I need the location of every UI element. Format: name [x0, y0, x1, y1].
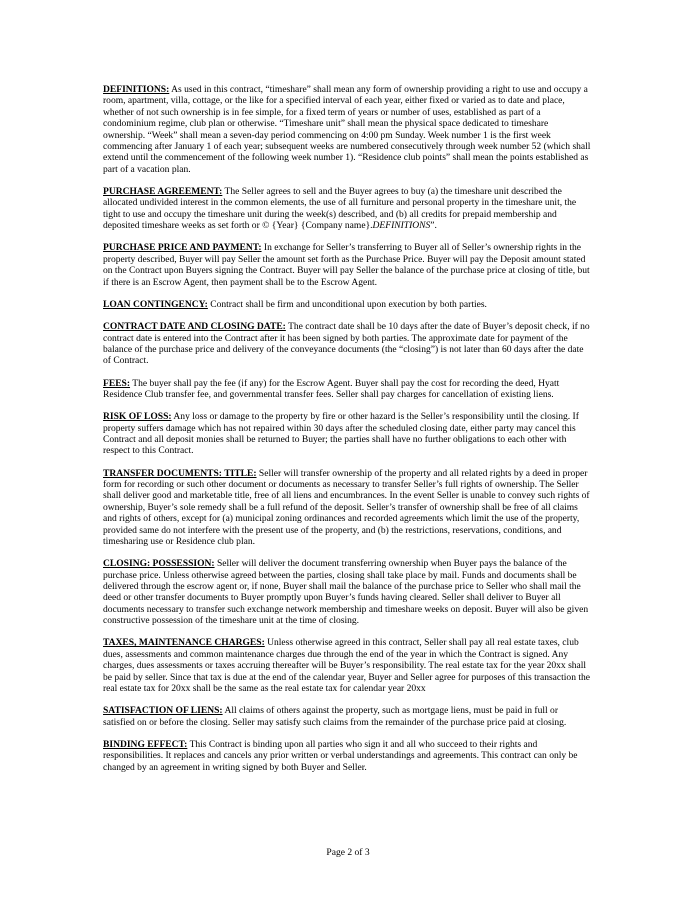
- section-heading: BINDING EFFECT:: [103, 738, 188, 750]
- contract-body: [103, 84, 591, 784]
- section-purchase-price: [103, 242, 591, 288]
- section-heading: TAXES, MAINTENANCE CHARGES:: [103, 637, 265, 649]
- section-text: This Contract is binding upon all parties who sign it and all who succeed to their rights and responsibilities. It replaces and cancels any prior written or verbal understandings and agreements. This contract can only be changed by an agreement in writing signed by both Buyer and Seller.: [103, 738, 578, 773]
- section-heading: LOAN CONTINGENCY:: [103, 298, 208, 310]
- section-heading: CONTRACT DATE AND CLOSING DATE:: [103, 321, 286, 333]
- section-text: The buyer shall pay the fee (if any) for the Escrow Agent. Buyer shall pay the cost for recording the deed, Hyatt Residence Club transfer fee, and governmental transfer fees. Seller shall pay charges for cancellation of existing liens.: [103, 377, 560, 400]
- section-text: Unless otherwise agreed in this contract, Seller shall pay all real estate taxes, club dues, assessments and common maintenance charges due through the end of the year in which the Contract is signed. Any charges, dues assessments or taxes accruing thereafter will be Buyer’s responsibility. The real estate tax for the year 20xx shall be paid by seller. Since that tax is due at the end of the calendar year, Buyer and Seller agree for purposes of this transaction the real estate tax for 20xx shall be the same as the real estate tax for calendar year 20xx: [103, 637, 591, 695]
- section-text: Contract shall be firm and unconditional upon execution by both parties.: [207, 298, 487, 310]
- section-transfer-documents: [103, 468, 591, 548]
- section-heading: PURCHASE AGREEMENT:: [103, 186, 223, 198]
- section-taxes: [103, 637, 591, 694]
- section-heading: FEES:: [103, 377, 131, 389]
- section-heading: TRANSFER DOCUMENTS: TITLE:: [103, 467, 257, 479]
- section-contract-date: [103, 321, 591, 367]
- section-text-italic: DEFINITIONS: [372, 220, 431, 232]
- section-heading: SATISFACTION OF LIENS:: [103, 705, 223, 717]
- section-text: Seller will deliver the document transferring ownership when Buyer pays the balance of the purchase price. Unless otherwise agreed between the parties, closing shall take place by mail. Funds and documents shall be delivered through the escrow agent or, if none, Buyer shall mail the balance of the purchase price to Seller who shall mail the deed or other transfer documents to Buyer promptly upon Buyer’s funds having cleared. Seller shall deliver to Buyer all documents necessary to transfer such exchange network membership and timeshare weeks on deposit. Buyer will also be given constructive possession of the timeshare unit at the time of closing.: [103, 558, 589, 627]
- section-closing-possession: [103, 558, 591, 626]
- section-text: Any loss or damage to the property by fire or other hazard is the Seller’s responsibility until the closing. If property suffers damage which has not repaired within 30 days after the scheduled closing date, either party may cancel this Contract and all deposit monies shall be returned to Buyer; the parties shall have no further obligations to each other with respect to this Contract.: [103, 411, 579, 457]
- section-binding-effect: [103, 739, 591, 773]
- section-loan-contingency: [103, 299, 591, 310]
- section-heading: CLOSING: POSSESSION:: [103, 558, 215, 570]
- section-heading: PURCHASE PRICE AND PAYMENT:: [103, 242, 262, 254]
- section-satisfaction-of-liens: [103, 705, 591, 728]
- section-definitions: [103, 84, 591, 175]
- section-heading: RISK OF LOSS:: [103, 411, 172, 423]
- section-purchase-agreement: [103, 186, 591, 232]
- section-text: All claims of others against the property, such as mortgage liens, must be paid in full or satisfied on or before the closing. Seller may satisfy such claims from the remainder of the purchase price paid at closing.: [103, 705, 567, 728]
- section-heading: DEFINITIONS:: [103, 84, 170, 95]
- section-risk-of-loss: [103, 411, 591, 457]
- section-text: The Seller agrees to sell and the Buyer agrees to buy (a) the timeshare unit described the allocated undivided interest in the common elements, the use of all furniture and personal property in the timeshare unit, the tight to use and occupy the timeshare unit during the week(s) described, and (b) all credits for prepaid membership and deposited timeshare weeks as set forth or © {Year} {Company name}.: [103, 186, 577, 232]
- section-text: In exchange for Seller’s transferring to Buyer all of Seller’s ownership rights in the property described, Buyer will pay Seller the amount set forth as the Purchase Price. Buyer will pay the Deposit amount stated on the Contract upon Buyers signing the Contract. Buyer will pay Seller the balance of the purchase price at closing of title, but if there is an Escrow Agent, then payment shall be to the Escrow Agent.: [103, 242, 590, 288]
- section-text-end: ”.: [430, 220, 437, 232]
- section-text: Seller will transfer ownership of the property and all related rights by a deed in proper form for recording or such other document or documents as necessary to transfer Seller’s full rights of ownership. The Seller shall deliver good and marketable title, free of all liens and encumbrances. In the event Seller is unable to convey such rights of ownership, Buyer’s sole remedy shall be a full refund of the deposit. Seller’s transfer of ownership shall be free of all claims and rights of others, except for (a) municipal zoning ordinances and recorded agreements which limit the use of the property, provided same do not interfere with the present use of the property, and (b) the restrictions, reservations, conditions, and timesharing use or Residence club plan.: [103, 467, 590, 547]
- section-text: The contract date shall be 10 days after the date of Buyer’s deposit check, if no contract date is entered into the Contract after it has been signed by both parties. The approximate date for payment of the balance of the purchase price and delivery of the conveyance documents (the “closing”) is not later than 60 days after the date of Contract.: [103, 321, 590, 367]
- page-number: Page 2 of 3: [326, 847, 370, 858]
- section-fees: [103, 378, 591, 401]
- section-text: As used in this contract, “timeshare” shall mean any form of ownership providing a right to use and occupy a room, apartment, villa, cottage, or the like for a specified interval of each year, either fixed or varied as to date and place, whether of not such ownership is in fee simple, for a fixed term of years or number of uses, established as part of a condominium regime, club plan or otherwise. “Timeshare unit” shall mean the physical space dedicated to timeshare ownership. “Week” shall mean a seven-day period commencing on 4:00 pm Sunday. Week number 1 is the first week commencing after January 1 of each year; subsequent weeks are numbered consecutively through week number 52 (which shall extend until the commencement of the following week number 1). “Residence club points” shall mean the points established as part of a vacation plan.: [103, 84, 591, 175]
